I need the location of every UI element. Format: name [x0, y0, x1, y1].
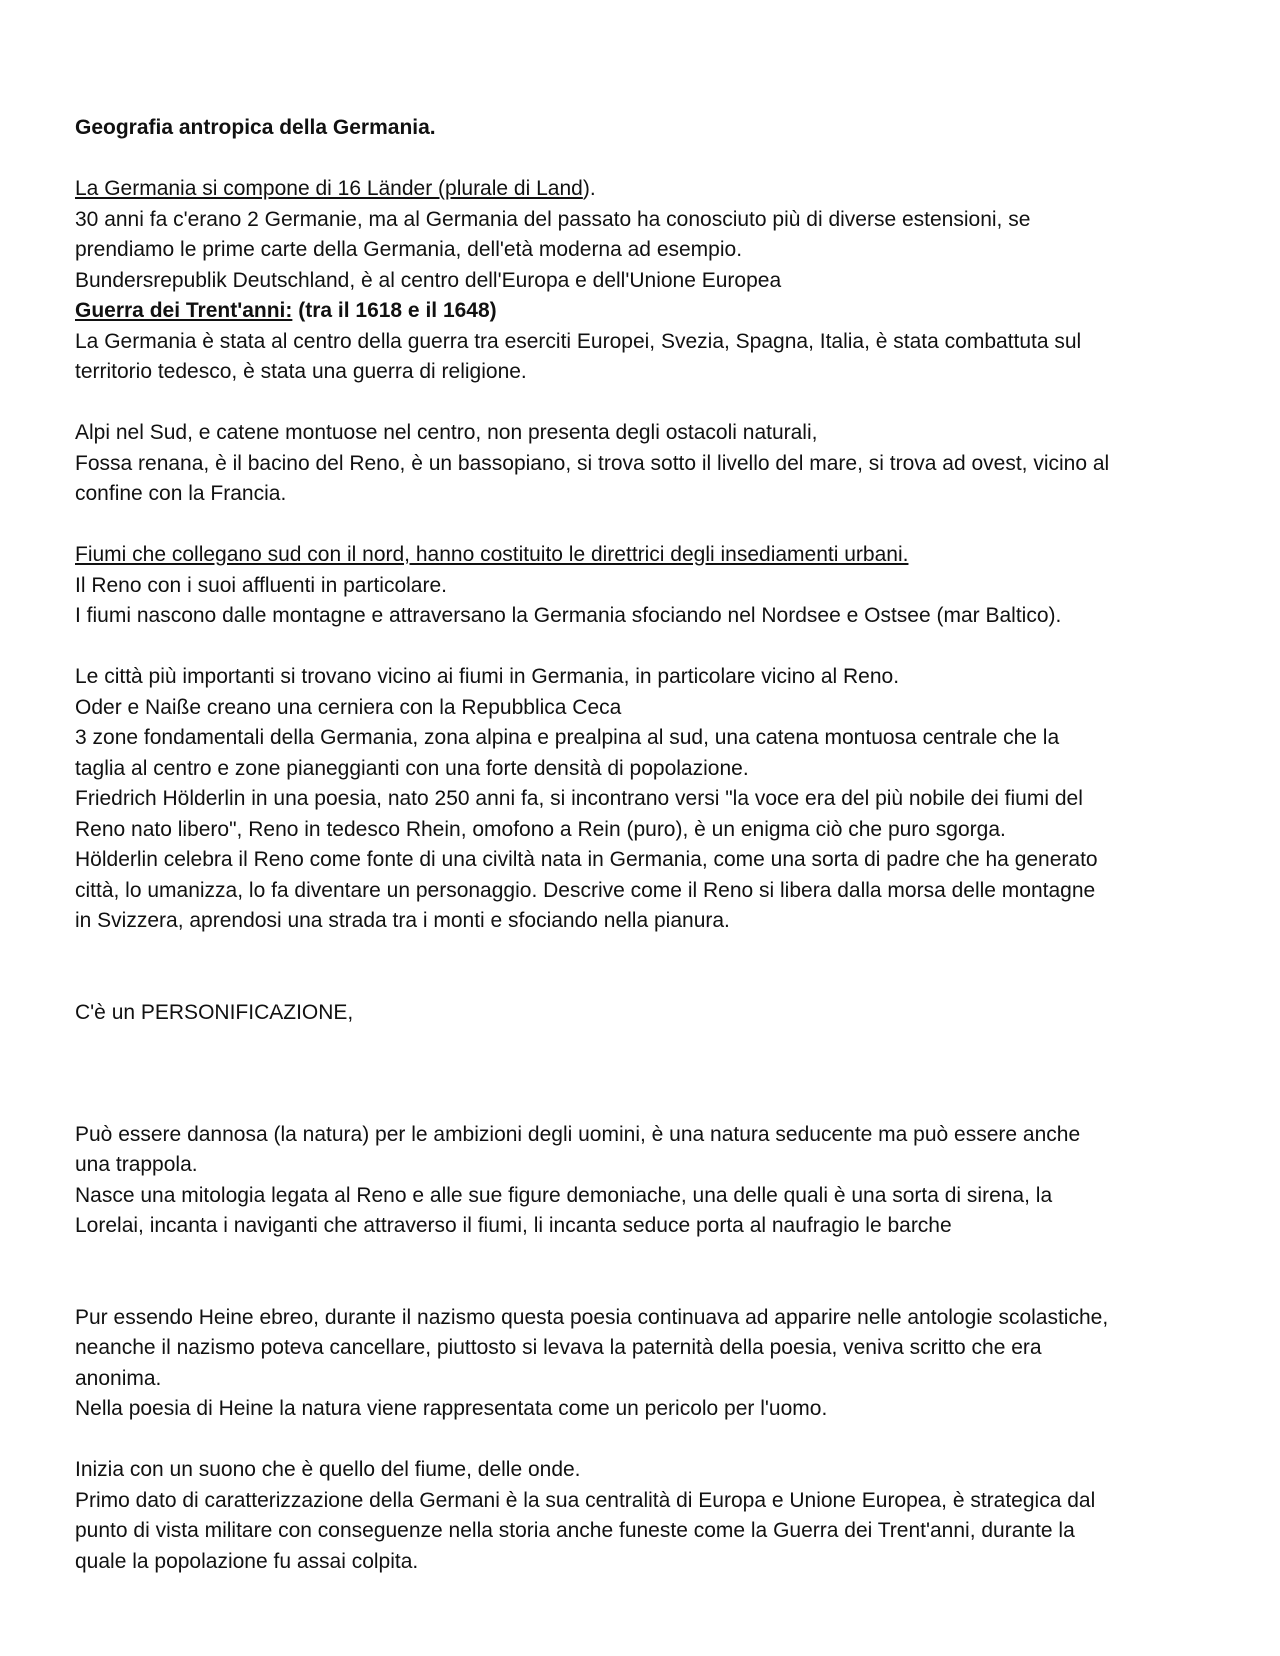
blank-line [75, 1272, 1215, 1303]
heading-dates: (tra il 1618 e il 1648) [292, 299, 497, 322]
blank-line [75, 388, 1215, 419]
paragraph-line: Oder e Naiße creano una cerniera con la Repubblica Ceca [75, 695, 622, 719]
paragraph-line: Fossa renana, è il bacino del Reno, è un bassopiano, si trova sotto il livello del mare, si trova ad ovest, vicino al [75, 451, 1110, 475]
paragraph-line: taglia al centro e zone pianeggianti con una forte densità di popolazione. [75, 756, 749, 780]
document-page [75, 113, 1215, 1577]
paragraph-line: Primo dato di caratterizzazione della Germani è la sua centralità di Europa e Unione Europea, è strategica dal [75, 1488, 1096, 1512]
paragraph-line: Reno nato libero", Reno in tedesco Rhein, omofono a Rein (puro), è un enigma ciò che puro sgorga. [75, 817, 1006, 841]
paragraph-line: Pur essendo Heine ebreo, durante il nazismo questa poesia continuava ad apparire nelle antologie scolastiche, [75, 1305, 1109, 1329]
paragraph-line: territorio tedesco, è stata una guerra di religione. [75, 360, 527, 383]
blank-line [75, 937, 1215, 968]
blank-line [75, 510, 1215, 541]
blank-line [75, 1425, 1215, 1456]
blank-line [75, 1028, 1215, 1059]
paragraph-line: neanche il nazismo poteva cancellare, piuttosto si levava la paternità della poesia, veniva scritto che era [75, 1336, 1042, 1359]
text-span: ). [582, 177, 596, 200]
paragraph-line: Friedrich Hölderlin in una poesia, nato 250 anni fa, si incontrano versi "la voce era del più nobile dei fiumi del [75, 787, 1083, 810]
paragraph-line: anonima. [75, 1366, 162, 1390]
blank-line [75, 144, 1215, 175]
document-title: Geografia antropica della Germania. [75, 116, 436, 139]
blank-line [75, 1089, 1215, 1120]
paragraph-line: quale la popolazione fu assai colpita. [75, 1549, 419, 1573]
paragraph-line: Inizia con un suono che è quello del fiume, delle onde. [75, 1458, 581, 1481]
paragraph-line [75, 174, 1215, 205]
paragraph-line: Bundersrepublik Deutschland, è al centro dell'Europa e dell'Unione Europea [75, 268, 782, 292]
blank-line [75, 1242, 1215, 1273]
paragraph-line: Nasce una mitologia legata al Reno e alle sue figure demoniache, una delle quali è una sorta di sirena, la [75, 1183, 1053, 1207]
paragraph-line: Le città più importanti si trovano vicino ai fiumi in Germania, in particolare vicino al Reno. [75, 665, 900, 688]
paragraph-line: 3 zone fondamentali della Germania, zona alpina e prealpina al sud, una catena montuosa centrale che la [75, 726, 1060, 749]
paragraph-line: una trappola. [75, 1153, 198, 1176]
underlined-text: La Germania si compone di 16 Länder (plurale di Land [75, 177, 583, 200]
blank-line [75, 967, 1215, 998]
paragraph-line: I fiumi nascono dalle montagne e attraversano la Germania sfociando nel Nordsee e Ostsee (mar Baltico). [75, 604, 1062, 627]
paragraph-line: La Germania è stata al centro della guerra tra eserciti Europei, Svezia, Spagna, Italia, è stata combattuta sul [75, 329, 1082, 353]
paragraph-line: Hölderlin celebra il Reno come fonte di una civiltà nata in Germania, come una sorta di padre che ha generato [75, 848, 1098, 871]
paragraph-line: città, lo umanizza, lo fa diventare un personaggio. Descrive come il Reno si libera dalla morsa delle montagne [75, 878, 1096, 902]
underlined-heading: Guerra dei Trent'anni: [75, 299, 293, 322]
blank-line [75, 1059, 1215, 1090]
paragraph-line: C'è un PERSONIFICAZIONE, [75, 1000, 354, 1024]
paragraph-line: confine con la Francia. [75, 482, 287, 505]
section-heading-war [75, 296, 1215, 327]
blank-line [75, 632, 1215, 663]
paragraph-line: 30 anni fa c'erano 2 Germanie, ma al Germania del passato ha conosciuto più di diverse estensioni, se [75, 207, 1031, 231]
paragraph-line: Alpi nel Sud, e catene montuose nel centro, non presenta degli ostacoli naturali, [75, 421, 818, 444]
paragraph-line: Può essere dannosa (la natura) per le ambizioni degli uomini, è una natura seducente ma può essere anche [75, 1122, 1081, 1146]
paragraph-line: Il Reno con i suoi affluenti in particolare. [75, 573, 447, 597]
paragraph-line: Nella poesia di Heine la natura viene rappresentata come un pericolo per l'uomo. [75, 1397, 828, 1420]
paragraph-line: punto di vista militare con conseguenze nella storia anche funeste come la Guerra dei Trent'anni, durante la [75, 1519, 1075, 1542]
paragraph-line: Lorelai, incanta i naviganti che attraverso il fiumi, li incanta seduce porta al naufragio le barche [75, 1214, 952, 1237]
paragraph-line: prendiamo le prime carte della Germania, dell'età moderna ad esempio. [75, 238, 743, 261]
section-heading-rivers: Fiumi che collegano sud con il nord, hanno costituito le direttrici degli insediamenti urbani. [75, 543, 909, 566]
paragraph-line: in Svizzera, aprendosi una strada tra i monti e sfociando nella pianura. [75, 909, 730, 932]
